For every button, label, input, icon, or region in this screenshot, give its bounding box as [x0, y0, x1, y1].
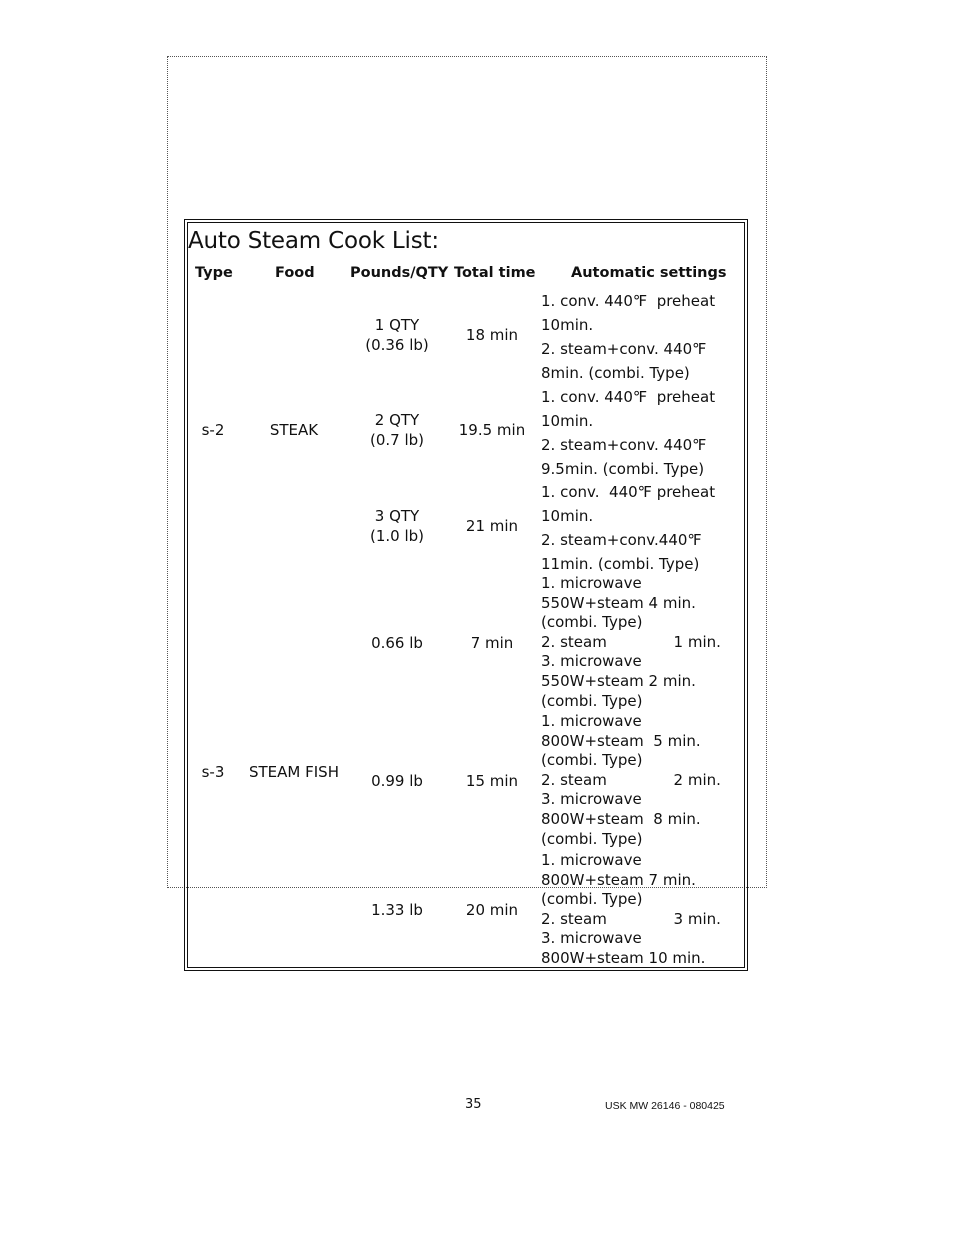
time-cell: 19.5 min [458, 421, 526, 439]
qty-cell: 0.99 lb [371, 772, 423, 790]
time-cell: 20 min [465, 901, 519, 919]
column-rule [242, 967, 346, 970]
qty-cell: 1 QTY (0.36 lb) [365, 316, 429, 354]
settings-cell: 1. microwave 550W+steam 4 min. (combi. Type) 2. steam 1 min. 3. microwave 550W+steam 2 min. (combi. Type) [541, 574, 721, 710]
time-cell: 18 min [465, 326, 519, 344]
qty-cell: 1.33 lb [371, 901, 423, 919]
column-rule [539, 967, 744, 970]
time-cell: 7 min [470, 634, 514, 652]
type-cell: s-3 [201, 763, 225, 781]
column-rule [348, 967, 445, 970]
settings-cell: 1. conv. 440℉ preheat 10min. 2. steam+conv. 440℉ 9.5min. (combi. Type) [541, 388, 716, 478]
document-code: USK MW 26146 - 080425 [605, 1100, 725, 1112]
header-automatic-settings: Automatic settings [571, 265, 727, 281]
settings-cell: 1. microwave 800W+steam 7 min. (combi. Type) 2. steam 3 min. 3. microwave 800W+steam 10 min. [541, 851, 721, 967]
header-type: Type [195, 265, 233, 281]
settings-cell: 1. conv. 440℉ preheat 10min. 2. steam+conv.440℉ 11min. (combi. Type) [541, 483, 716, 573]
type-cell: s-2 [201, 421, 225, 439]
qty-cell: 0.66 lb [371, 634, 423, 652]
header-pounds-qty: Pounds/QTY [350, 265, 449, 281]
time-cell: 15 min [465, 772, 519, 790]
qty-cell: 2 QTY (0.7 lb) [369, 411, 425, 449]
table-title: Auto Steam Cook List: [188, 228, 439, 254]
settings-cell: 1. conv. 440℉ preheat 10min. 2. steam+conv. 440℉ 8min. (combi. Type) [541, 292, 716, 382]
page-number: 35 [465, 1097, 482, 1112]
settings-cell: 1. microwave 800W+steam 5 min. (combi. Type) 2. steam 2 min. 3. microwave 800W+steam 8 min. (combi. Type) [541, 712, 721, 848]
time-cell: 21 min [465, 517, 519, 535]
header-food: Food [275, 265, 315, 281]
qty-cell: 3 QTY (1.0 lb) [369, 507, 425, 545]
food-cell: STEAM FISH [249, 763, 339, 781]
header-total-time: Total time [454, 265, 536, 281]
column-rule [447, 967, 537, 970]
food-cell: STEAK [269, 421, 319, 439]
column-rule [188, 967, 240, 970]
